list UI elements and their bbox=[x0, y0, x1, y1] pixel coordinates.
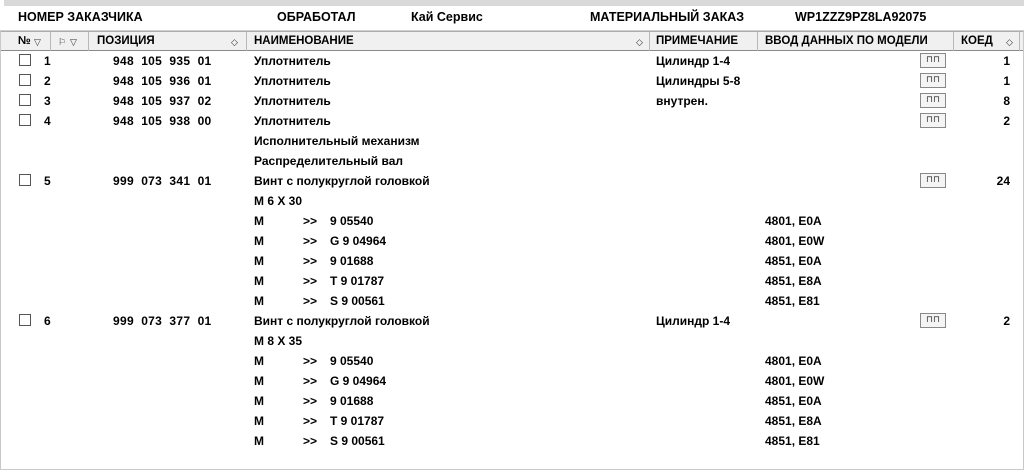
processed-by-label: ОБРАБОТАЛ bbox=[277, 10, 356, 24]
sub-row bbox=[0, 211, 1024, 231]
row-position: 948 105 936 01 bbox=[113, 74, 212, 88]
row-checkbox[interactable] bbox=[19, 94, 31, 106]
sub-row-arrow: >> bbox=[303, 394, 318, 408]
row-checkbox[interactable] bbox=[19, 74, 31, 86]
sub-row bbox=[0, 391, 1024, 411]
sub-row-model-data: 4851, E8A bbox=[765, 274, 822, 288]
table-row[interactable] bbox=[0, 51, 1024, 71]
koed-sort-icon[interactable]: ◇ bbox=[1006, 37, 1013, 47]
row-position: 948 105 937 02 bbox=[113, 94, 212, 108]
sub-row-model-data: 4851, E0A bbox=[765, 254, 822, 268]
column-divider bbox=[1019, 32, 1020, 51]
column-divider bbox=[88, 32, 89, 51]
sub-row bbox=[0, 411, 1024, 431]
table-row[interactable] bbox=[0, 311, 1024, 331]
row-description-line bbox=[0, 131, 1024, 151]
sub-row-prefix: M bbox=[254, 234, 264, 248]
sub-row-code: G 9 04964 bbox=[330, 234, 387, 248]
sub-row bbox=[0, 351, 1024, 371]
column-header-name[interactable]: НАИМЕНОВАНИЕ bbox=[254, 35, 354, 47]
sub-row bbox=[0, 291, 1024, 311]
sub-row-arrow: >> bbox=[303, 254, 318, 268]
sub-row-code: T 9 01787 bbox=[330, 274, 385, 288]
sub-row-arrow: >> bbox=[303, 214, 318, 228]
row-index: 1 bbox=[44, 54, 51, 68]
row-name: Уплотнитель bbox=[254, 74, 331, 88]
sub-row-code: S 9 00561 bbox=[330, 434, 385, 448]
sub-row-model-data: 4801, E0A bbox=[765, 214, 822, 228]
sub-row bbox=[0, 371, 1024, 391]
table-column-header bbox=[0, 31, 1024, 51]
table-row[interactable] bbox=[0, 91, 1024, 111]
row-name: Винт с полукруглой головкой bbox=[254, 174, 430, 188]
sub-row-model-data: 4801, E0W bbox=[765, 234, 825, 248]
table-row[interactable] bbox=[0, 111, 1024, 131]
row-data-input-button[interactable]: ⊓⊓ bbox=[920, 313, 946, 328]
sub-row-prefix: M bbox=[254, 434, 264, 448]
row-name: Уплотнитель bbox=[254, 54, 331, 68]
row-index: 4 bbox=[44, 114, 51, 128]
sub-row-prefix: M bbox=[254, 254, 264, 268]
row-checkbox[interactable] bbox=[19, 54, 31, 66]
row-description-line bbox=[0, 151, 1024, 171]
row-name: Уплотнитель bbox=[254, 114, 331, 128]
row-note: внутрен. bbox=[656, 94, 708, 108]
vin-value: WP1ZZZ9PZ8LA92075 bbox=[795, 10, 927, 24]
sub-row bbox=[0, 231, 1024, 251]
sub-row-arrow: >> bbox=[303, 414, 318, 428]
sub-row-prefix: M bbox=[254, 414, 264, 428]
sub-row-arrow: >> bbox=[303, 434, 318, 448]
order-items-table bbox=[0, 51, 1024, 470]
sub-row-prefix: M bbox=[254, 274, 264, 288]
sub-row-arrow: >> bbox=[303, 234, 318, 248]
sub-row-model-data: 4801, E0A bbox=[765, 354, 822, 368]
row-index: 6 bbox=[44, 314, 51, 328]
sub-row-arrow: >> bbox=[303, 374, 318, 388]
column-divider bbox=[649, 32, 650, 51]
table-row[interactable] bbox=[0, 71, 1024, 91]
customer-number-label: НОМЕР ЗАКАЗЧИКА bbox=[18, 10, 143, 24]
sub-row bbox=[0, 431, 1024, 451]
row-data-input-button[interactable]: ⊓⊓ bbox=[920, 93, 946, 108]
sub-row-code: G 9 04964 bbox=[330, 374, 387, 388]
sub-row-code: 9 01688 bbox=[330, 254, 374, 268]
column-divider bbox=[953, 32, 954, 51]
sub-row-prefix: M bbox=[254, 294, 264, 308]
row-name: Винт с полукруглой головкой bbox=[254, 314, 430, 328]
table-row[interactable] bbox=[0, 171, 1024, 191]
row-checkbox[interactable] bbox=[19, 174, 31, 186]
sub-row-prefix: M bbox=[254, 374, 264, 388]
sub-row-model-data: 4851, E0A bbox=[765, 394, 822, 408]
material-order-label: МАТЕРИАЛЬНЫЙ ЗАКАЗ bbox=[590, 10, 745, 24]
row-note: Цилиндр 1-4 bbox=[656, 314, 731, 328]
column-divider bbox=[757, 32, 758, 51]
sub-row-code: T 9 01787 bbox=[330, 414, 385, 428]
row-position: 999 073 377 01 bbox=[113, 314, 212, 328]
column-header-koed[interactable]: КОЕД bbox=[961, 35, 993, 47]
row-index: 2 bbox=[44, 74, 51, 88]
row-name: Уплотнитель bbox=[254, 94, 331, 108]
row-position: 999 073 341 01 bbox=[113, 174, 212, 188]
table-left-border bbox=[0, 30, 1, 470]
sub-row-model-data: 4851, E81 bbox=[765, 294, 820, 308]
row-data-input-button[interactable]: ⊓⊓ bbox=[920, 73, 946, 88]
row-data-input-button[interactable]: ⊓⊓ bbox=[920, 53, 946, 68]
sub-row-code: 9 05540 bbox=[330, 354, 374, 368]
sub-row-prefix: M bbox=[254, 214, 264, 228]
column-header-position[interactable]: ПОЗИЦИЯ bbox=[97, 35, 155, 47]
sub-row-prefix: M bbox=[254, 354, 264, 368]
sub-row-model-data: 4851, E8A bbox=[765, 414, 822, 428]
processed-by-value: Кай Сервис bbox=[411, 10, 483, 24]
name-sort-icon[interactable]: ◇ bbox=[636, 37, 643, 47]
sub-row-model-data: 4851, E81 bbox=[765, 434, 820, 448]
flag-icon[interactable]: ⚐ bbox=[58, 37, 67, 47]
sub-row-arrow: >> bbox=[303, 354, 318, 368]
row-koed: 8 bbox=[1003, 94, 1010, 108]
row-size-line bbox=[0, 191, 1024, 211]
row-position: 948 105 938 00 bbox=[113, 114, 212, 128]
row-koed: 2 bbox=[1003, 314, 1010, 328]
row-koed: 2 bbox=[1003, 114, 1010, 128]
row-data-input-button[interactable]: ⊓⊓ bbox=[920, 173, 946, 188]
row-index: 3 bbox=[44, 94, 51, 108]
column-header-input-data[interactable]: ВВОД ДАННЫХ ПО МОДЕЛИ bbox=[765, 35, 928, 47]
flag-sort-icon[interactable]: ▽ bbox=[70, 37, 77, 47]
sort-desc-icon[interactable]: ▽ bbox=[34, 37, 41, 47]
sub-row-model-data: 4801, E0W bbox=[765, 374, 825, 388]
row-checkbox[interactable] bbox=[19, 314, 31, 326]
order-header bbox=[0, 6, 1024, 31]
row-position: 948 105 935 01 bbox=[113, 54, 212, 68]
sub-row bbox=[0, 251, 1024, 271]
row-koed: 1 bbox=[1003, 54, 1010, 68]
row-checkbox[interactable] bbox=[19, 114, 31, 126]
size-text: M 8 X 35 bbox=[254, 334, 303, 348]
row-koed: 24 bbox=[996, 174, 1010, 188]
sub-row-code: S 9 00561 bbox=[330, 294, 385, 308]
row-data-input-button[interactable]: ⊓⊓ bbox=[920, 113, 946, 128]
sub-row-prefix: M bbox=[254, 394, 264, 408]
sub-row-code: 9 05540 bbox=[330, 214, 374, 228]
sub-row-arrow: >> bbox=[303, 274, 318, 288]
row-note: Цилиндр 1-4 bbox=[656, 54, 731, 68]
row-note: Цилиндры 5-8 bbox=[656, 74, 741, 88]
position-sort-icon[interactable]: ◇ bbox=[231, 37, 238, 47]
row-koed: 1 bbox=[1003, 74, 1010, 88]
row-size-line bbox=[0, 331, 1024, 351]
description-text: Распределительный вал bbox=[254, 154, 404, 168]
description-text: Исполнительный механизм bbox=[254, 134, 420, 148]
column-header-num[interactable]: № bbox=[18, 35, 31, 47]
sub-row-arrow: >> bbox=[303, 294, 318, 308]
sub-row bbox=[0, 271, 1024, 291]
column-header-note[interactable]: ПРИМЕЧАНИЕ bbox=[656, 35, 739, 47]
sub-row-code: 9 01688 bbox=[330, 394, 374, 408]
column-divider bbox=[246, 32, 247, 51]
size-text: M 6 X 30 bbox=[254, 194, 303, 208]
column-divider bbox=[50, 32, 51, 51]
row-index: 5 bbox=[44, 174, 51, 188]
